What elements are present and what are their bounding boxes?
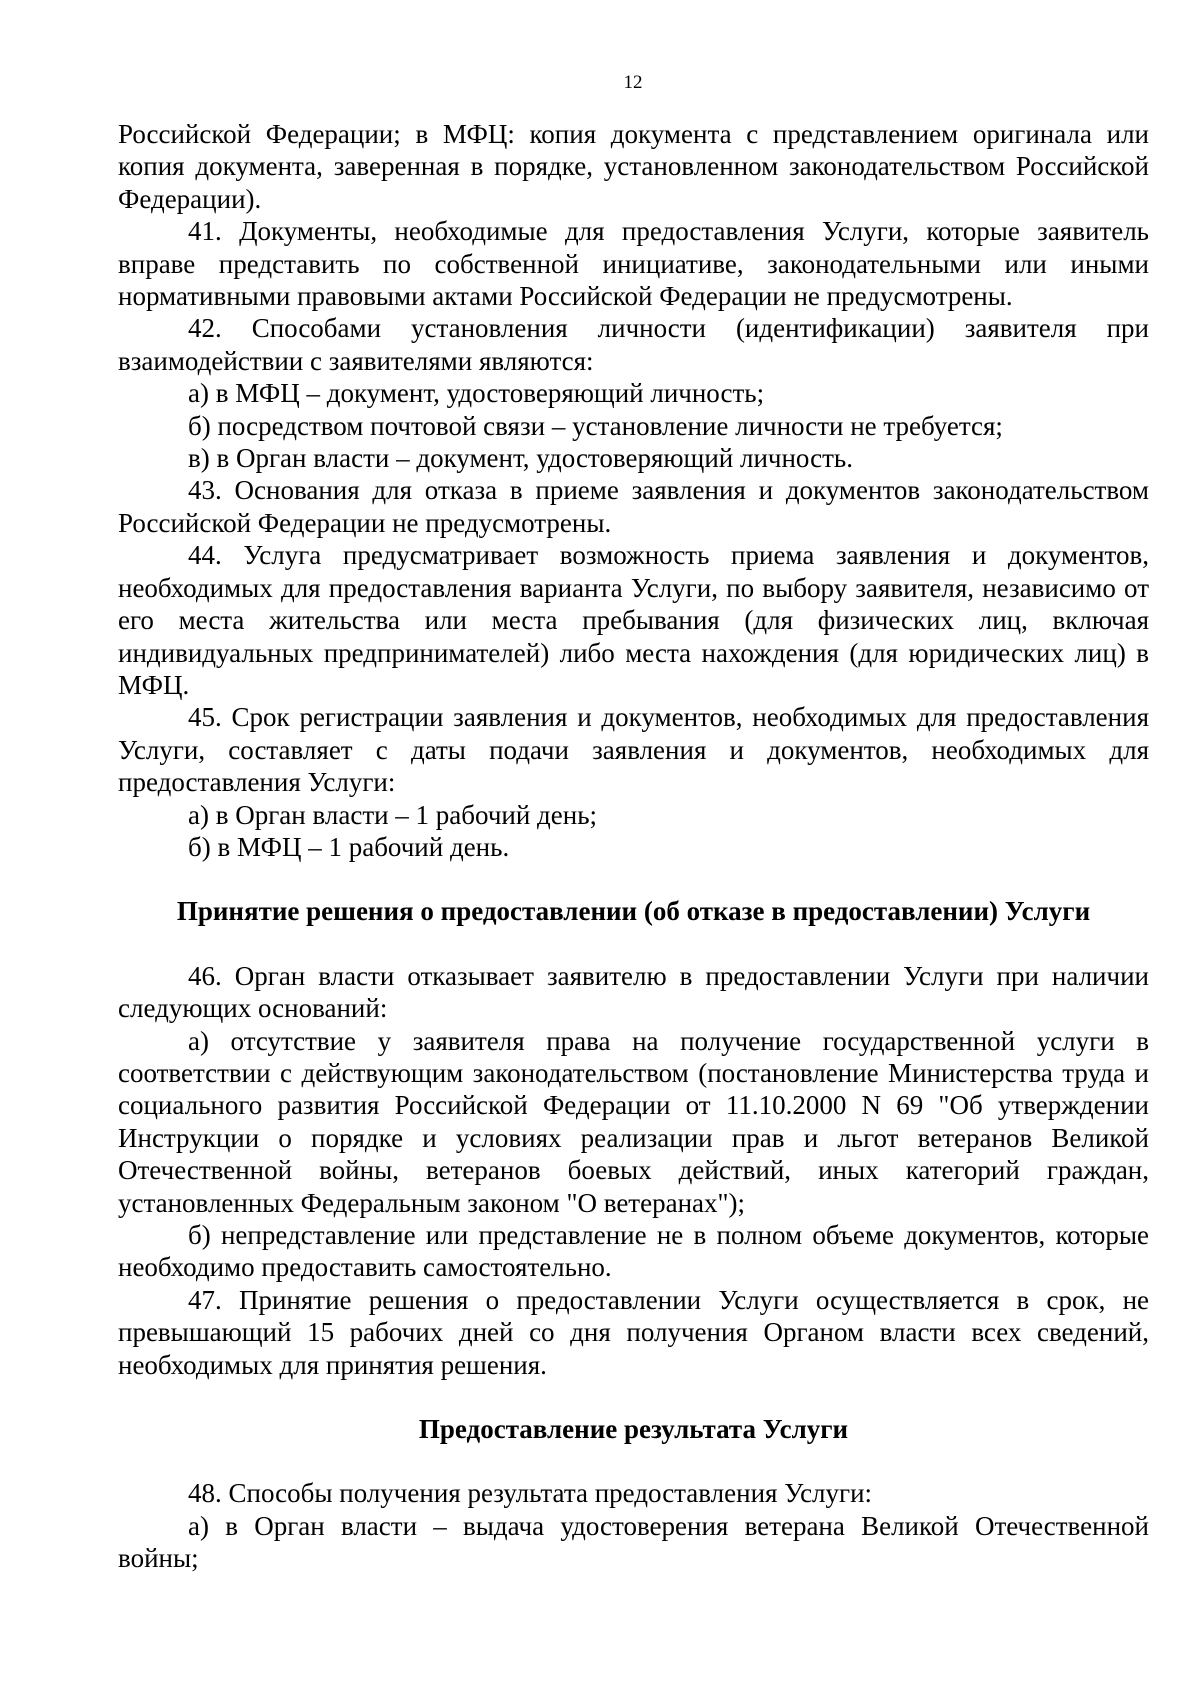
paragraph-43: 43. Основания для отказа в приеме заявления и документов законодательством Российской Федерации не предусмотрены. [118, 475, 1149, 538]
paragraph-48-a: а) в Орган власти – выдача удостоверения ветерана Великой Отечественной войны; [118, 1510, 1149, 1574]
paragraph-44: 44. Услуга предусматривает возможность приема заявления и документов, необходимых для предоставления варианта Услуги, по выбору заявителя, независимо от его места жительства или места пребывания (для физических лиц, включая индивидуальных предпринимателей) либо места нахождения (для юридических лиц) в МФЦ. [118, 540, 1149, 700]
paragraph-46: 46. Орган власти отказывает заявителю в предоставлении Услуги при наличии следующих оснований: [118, 960, 1149, 1024]
paragraph-46-b: б) непредставление или представление не в полном объеме документов, которые необходимо предоставить самостоятельно. [118, 1220, 1149, 1283]
paragraph-42: 42. Способами установления личности (идентификации) заявителя при взаимодействии с заявителями являются: [118, 313, 1149, 376]
paragraph-47: 47. Принятие решения о предоставлении Услуги осуществляется в срок, не превышающий 15 рабочих дней со дня получения Органом власти всех сведений, необходимых для принятия решения. [118, 1284, 1149, 1380]
paragraph-45-a: а) в Орган власти – 1 рабочий день; [188, 799, 598, 830]
paragraph-46-a: а) отсутствие у заявителя права на получение государственной услуги в соответствии с действующим законодательством (постановление Министерства труда и социального развития Российской Федерации от 11.10.2000 N 69 "Об утверждении Инструкции о порядке и условиях реализации прав и льгот ветеранов Великой Отечественной войны, ветеранов боевых действий, иных категорий граждан, установленных Федеральным законом "О ветеранах"); [118, 1025, 1149, 1218]
paragraph-45: 45. Срок регистрации заявления и документов, необходимых для предоставления Услуги, составляет с даты подачи заявления и документов, необходимых для предоставления Услуги: [118, 702, 1149, 798]
page-number: 12 [623, 72, 643, 93]
paragraph-42-b: б) посредством почтовой связи – установление личности не требуется; [188, 410, 1003, 441]
paragraph-42-a: а) в МФЦ – документ, удостоверяющий личность; [188, 378, 765, 409]
paragraph-48: 48. Способы получения результата предоставления Услуги: [188, 1478, 873, 1509]
paragraph-41: 41. Документы, необходимые для предоставления Услуги, которые заявитель вправе представить по собственной инициативе, законодательными или иными нормативными правовыми актами Российской Федерации не предусмотрены. [118, 216, 1149, 312]
paragraph-42-v: в) в Орган власти – документ, удостоверяющий личность. [188, 443, 853, 474]
document-body [118, 118, 1149, 1575]
paragraph-45-b: б) в МФЦ – 1 рабочий день. [188, 831, 510, 862]
section-heading-result: Предоставление результата Услуги [418, 1414, 849, 1445]
paragraph-continuation: Российской Федерации; в МФЦ: копия документа с представлением оригинала или копия документа, заверенная в порядке, установленном законодательством Российской Федерации). [118, 119, 1149, 214]
section-heading-decision: Принятие решения о предоставлении (об отказе в предоставлении) Услуги [176, 896, 1091, 927]
